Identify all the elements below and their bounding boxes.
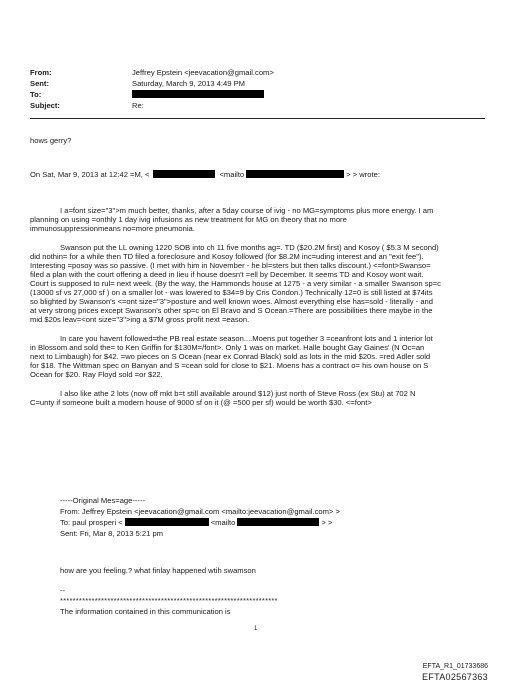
para1-line: I a=font size="3">m much better, thanks, after a 5day course of ivig - no MG=symptoms plus more energy. I am bbox=[60, 206, 434, 215]
to-label: To: bbox=[30, 90, 42, 99]
subject-value: Re: bbox=[132, 101, 144, 110]
from-label: From: bbox=[30, 68, 52, 77]
para1-line: planning on using =onthly 1 day ivig infusions as new treatment for MG on theory that no more bbox=[30, 215, 347, 224]
quote-mailto: <mailto bbox=[219, 170, 245, 179]
quote-header bbox=[30, 170, 380, 179]
para2-line: filed a plan with the court offering a deed in lieu if house doesn't =ell by December. It seems TD and Kosoy wont wait. bbox=[30, 270, 424, 279]
redaction-bar bbox=[153, 170, 215, 178]
redaction-bar bbox=[125, 518, 209, 526]
original-to-mailto: <mailto bbox=[210, 518, 236, 527]
para4-line: C=unty if someone built a modern house of 9000 sf on it (@ =500 per sf) would be worth $30. <=font> bbox=[30, 398, 372, 407]
para3-line: Ocean for $20. Ray Floyd sold =or $22. bbox=[30, 370, 163, 379]
quote-header-text: On Sat, Mar 9, 2013 at 12:42 =M, < bbox=[30, 170, 150, 179]
original-to-end: > > bbox=[321, 518, 333, 527]
signature-dashes: -- bbox=[60, 586, 66, 595]
para2-line: so blighted by Swanson's <=ont size="3">posture and well known woes. Almost everything else has=sold - literally - and bbox=[30, 297, 433, 306]
para2-line: at very strong prices except Swanson's other sp=c on El Bravo and S Ocean.=There are possibilities there maybe in the bbox=[30, 306, 433, 315]
sent-label: Sent: bbox=[30, 79, 49, 88]
para3-line: in Blossom and sold the= to Ken Griffin for $130M=/font>. Only 1 was on market. Halle bought Gay Gaines' (N Oc=an bbox=[30, 343, 425, 352]
original-to bbox=[60, 518, 332, 527]
para2-line: mid $20s leav=<ont size="3">ing a $7M gross profit next =eason. bbox=[30, 315, 250, 324]
redaction-bar bbox=[237, 518, 319, 526]
para3-line: for $18. The Wittman spec on Banyan and S =cean sold for close to $21. Moens has a contract o= his own house on S bbox=[30, 361, 429, 370]
original-from: From: Jeffrey Epstein <jeevacation@gmail.com <mailto:jeevacation@gmail.com> > bbox=[60, 507, 340, 516]
redaction-bar bbox=[246, 170, 344, 178]
original-sent: Sent: Fri, Mar 8, 2013 5:21 pm bbox=[60, 529, 163, 538]
quote-wrote: > > wrote: bbox=[346, 170, 380, 179]
para4-line: I also like athe 2 lots (now off mkt b=t still available around $12) just north of Steve Ross (ex Stu) at 702 N bbox=[60, 389, 416, 398]
para2-line: Interesting =posoy was so passive. (I met with him in November - he bl=sters but then talks discount.) <=font>Swanso= bbox=[30, 261, 431, 270]
para2-line: Court is supposed to rul= next week. (By the way, the Hammonds house at 1275 - a very similar - a smaller Swanson sp=c bbox=[30, 279, 441, 288]
to-value bbox=[132, 90, 264, 99]
para2-line: Swanson put the LL owning 1220 SOB into ch 11 five months ag=. TD ($20.2M first) and Kosoy ( $5.3 M second) bbox=[60, 243, 439, 252]
greeting: hows gerry? bbox=[30, 136, 72, 145]
header-divider bbox=[30, 118, 485, 119]
original-to-text: To: paul prosperi < bbox=[60, 518, 123, 527]
asterisk-divider: ********************************************************************* bbox=[60, 596, 278, 605]
para3-line: next to Limbaugh) for $42. =wo pieces on S Ocean (near ex Conrad Black) sold as lots in the mid $20s. =red Adler sold bbox=[30, 352, 431, 361]
from-value: Jeffrey Epstein <jeevacation@gmail.com> bbox=[132, 68, 274, 77]
bates-number-2: EFTA02567363 bbox=[422, 672, 488, 682]
para1-line: immunosuppressionmeans no=more pneumonia. bbox=[30, 224, 195, 233]
subject-label: Subject: bbox=[30, 101, 60, 110]
sent-value: Saturday, March 9, 2013 4:49 PM bbox=[132, 79, 245, 88]
redaction-bar bbox=[132, 90, 264, 98]
original-message: how are you feeling.? what finlay happened wtih swamson bbox=[60, 566, 256, 575]
para3-line: In care you havent followed=the PB real estate season....Moens put together 3 =ceanfront lots and 1 interior lot bbox=[60, 334, 433, 343]
confidentiality-notice: The information contained in this communication is bbox=[60, 607, 231, 616]
para2-line: (13000 sf vs 27,000 sf ) on a smaller lot - was lowered to $34=9 by Cris Condon.) Technically 12=0 is still listed at $74its bbox=[30, 288, 433, 297]
original-divider: -----Original Mes=age----- bbox=[60, 496, 146, 505]
bates-number-1: EFTA_R1_01733686 bbox=[422, 663, 488, 670]
para2-line: did nothin= for a while then TD filed a foreclosure and Kosoy followed (for $8.2M inc=uding interest and an "exit fee"). bbox=[30, 252, 424, 261]
page-number: 1 bbox=[254, 626, 258, 632]
